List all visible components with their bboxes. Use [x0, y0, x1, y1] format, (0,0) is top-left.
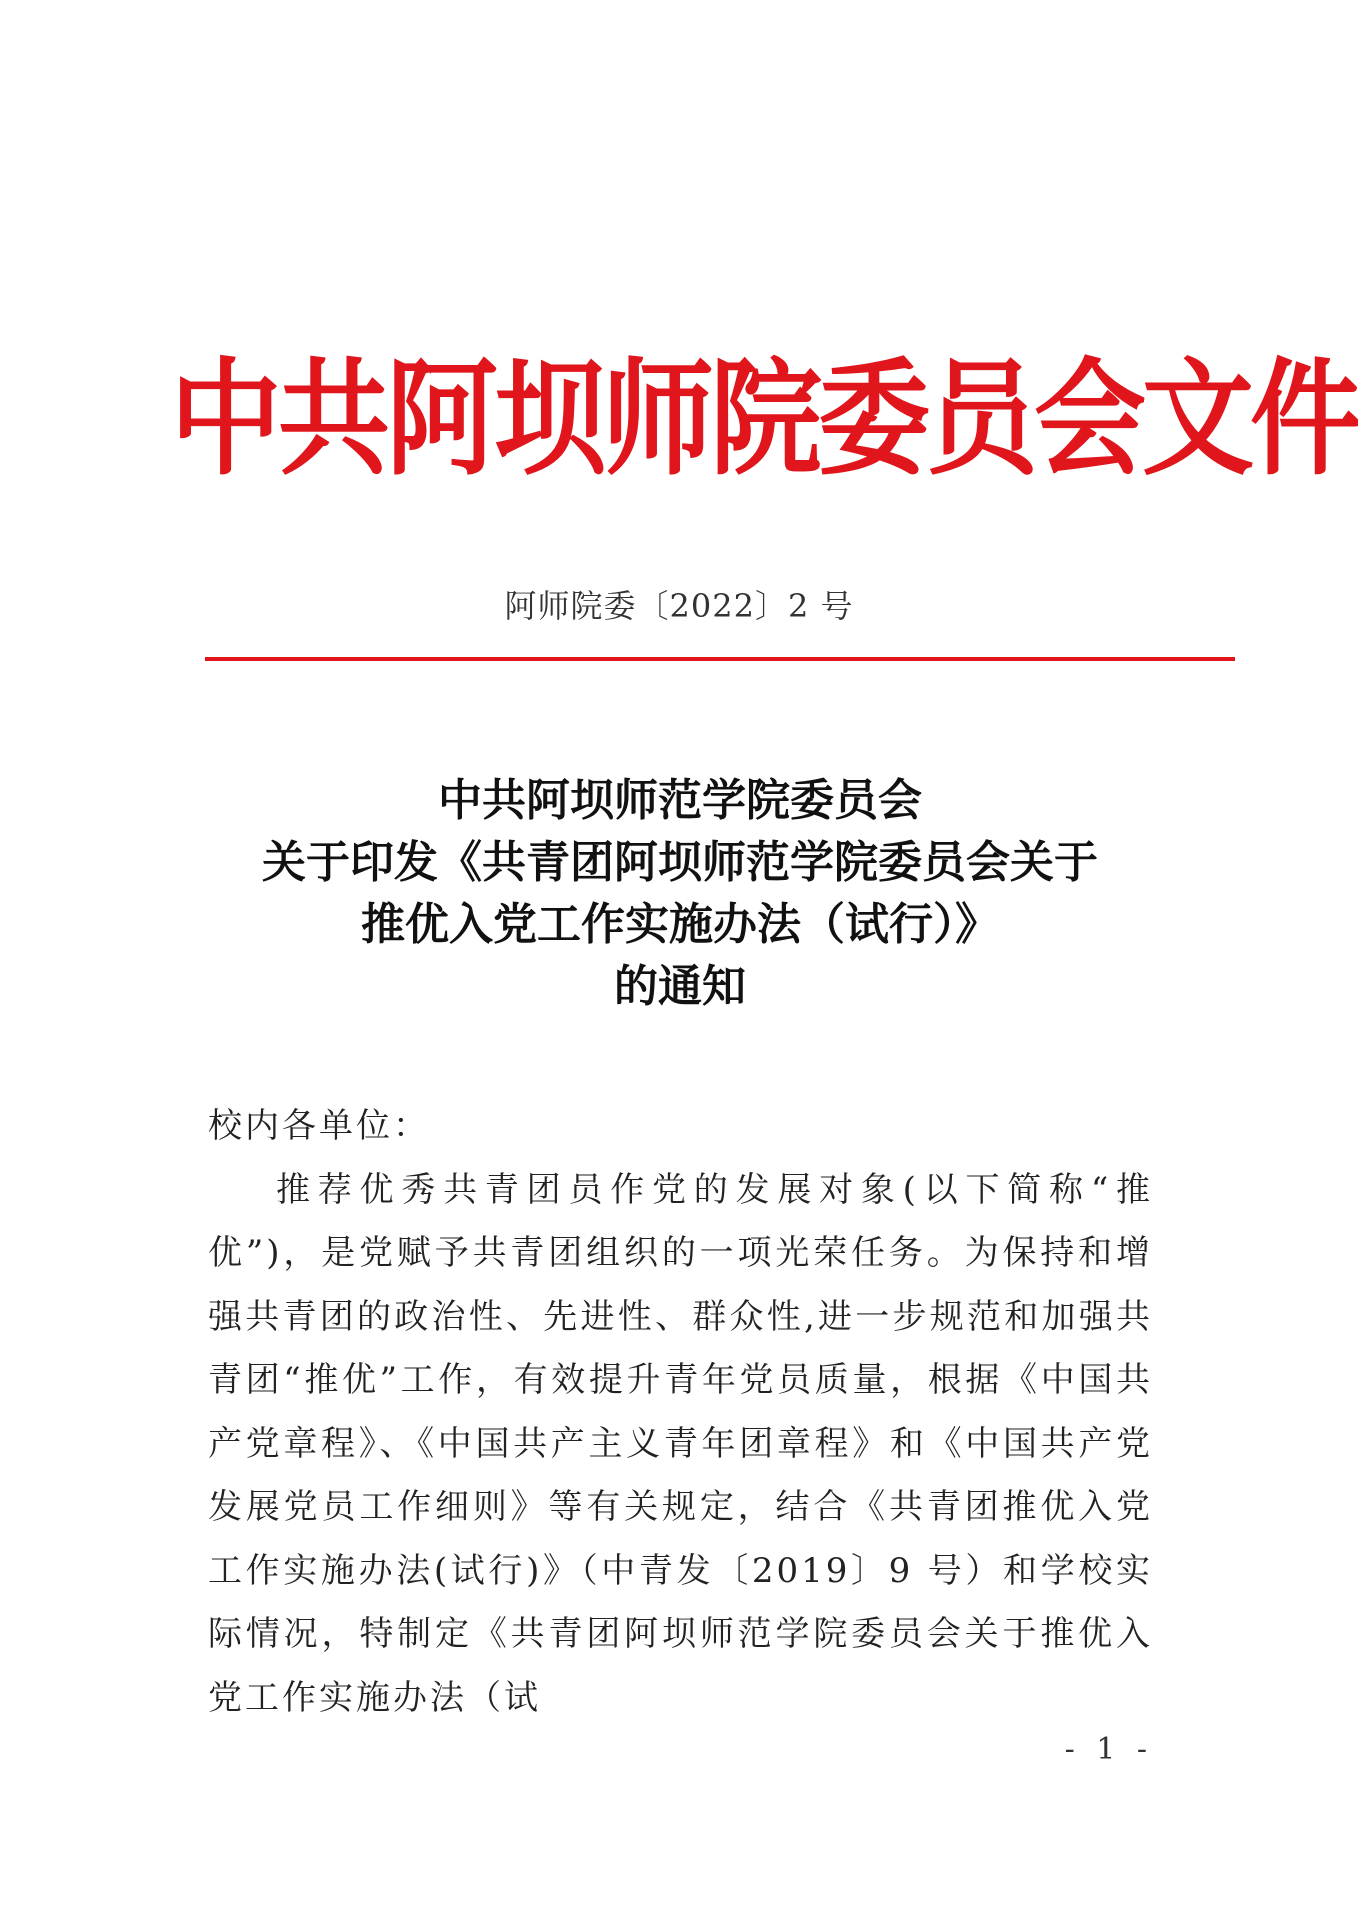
document-number: 阿师院委〔2022〕2 号: [504, 587, 854, 625]
title-line-4: 的通知: [614, 961, 746, 1012]
title-line-2: 关于印发《共青团阿坝师范学院委员会关于: [262, 837, 1098, 888]
body-paragraph: 推荐优秀共青团员作党的发展对象(以下简称“推优”)，是党赋予共青团组织的一项光荣任务。为保持和增强共青团的政治性、先进性、群众性,进一步规范和加强共青团“推优”工作，有效提升青年党员质量，根据《中国共产党章程》、《中国共产主义青年团章程》和《中国共产党发展党员工作细则》等有关规定，结合《共青团推优入党工作实施办法(试行)》（中青发〔2019〕9 号）和学校实际情况，特制定《共青团阿坝师范学院委员会关于推优入党工作实施办法（试: [208, 1169, 1153, 1718]
notice-title: [160, 770, 1200, 1018]
title-line-1: 中共阿坝师范学院委员会: [438, 775, 922, 826]
title-line-3: 推优入党工作实施办法（试行）》: [361, 899, 999, 950]
masthead-title: 中共阿坝师院委员会文件: [170, 347, 1358, 493]
salutation: 校内各单位：: [208, 1106, 430, 1146]
page-number: - 1 -: [1064, 1732, 1153, 1767]
notice-body: [208, 1095, 1153, 1730]
red-divider-line: [205, 657, 1235, 661]
